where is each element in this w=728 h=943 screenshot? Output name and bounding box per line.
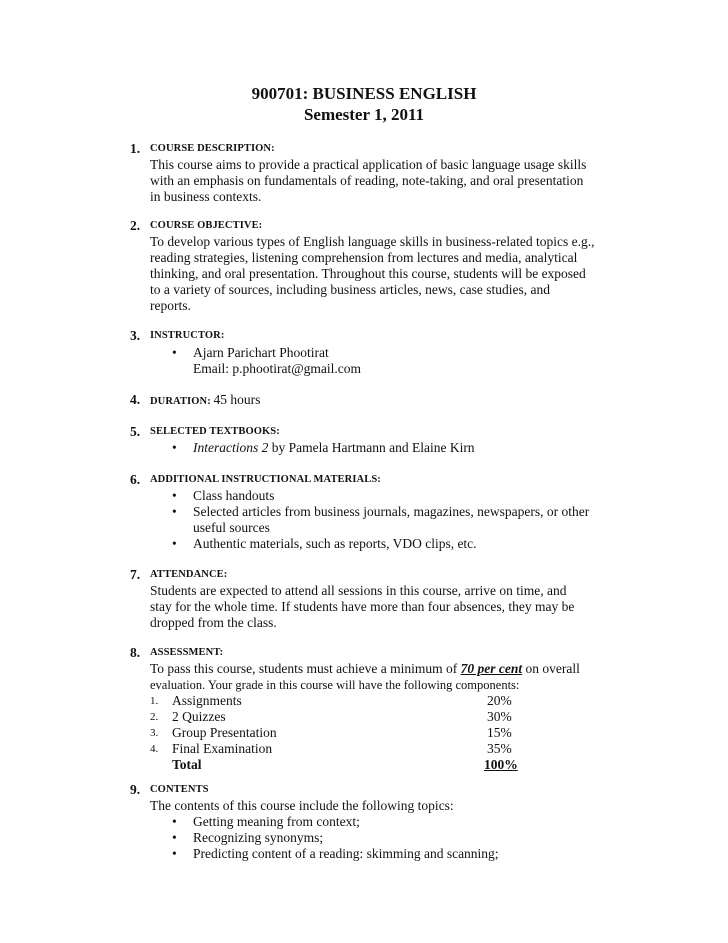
bullet-icon: • bbox=[172, 830, 177, 845]
material-text: Class handouts bbox=[193, 488, 275, 503]
instructor-name: Ajarn Parichart Phootirat bbox=[193, 345, 329, 360]
textbook-text bbox=[193, 440, 475, 456]
component-percent: 15% bbox=[487, 725, 512, 740]
content-text: Recognizing synonyms; bbox=[193, 830, 324, 845]
component-percent: 30% bbox=[487, 709, 512, 724]
section-body bbox=[150, 583, 620, 631]
course-title: 900701: BUSINESS ENGLISH bbox=[251, 84, 477, 103]
section-body bbox=[150, 798, 620, 814]
semester-title: Semester 1, 2011 bbox=[303, 105, 425, 124]
body-line: with an emphasis on fundamentals of reading, note-taking, and oral presentation bbox=[150, 173, 584, 188]
body-line: thinking, and oral presentation. Throughout this course, students will be exposed bbox=[150, 266, 586, 281]
section-body bbox=[150, 661, 630, 693]
section-number: 8. bbox=[130, 645, 141, 660]
bullet-icon: • bbox=[172, 345, 177, 360]
body-line bbox=[150, 661, 630, 677]
body-line: To develop various types of English language skills in business-related topics e.g., bbox=[150, 234, 595, 249]
section-number: 9. bbox=[130, 782, 141, 797]
section-heading: COURSE DESCRIPTION: bbox=[150, 143, 275, 154]
section-body bbox=[150, 157, 620, 205]
bullet-icon: • bbox=[172, 440, 177, 455]
component-label: 2 Quizzes bbox=[172, 709, 226, 724]
body-line: stay for the whole time. If students have more than four absences, they may be bbox=[150, 599, 575, 614]
section-heading: CONTENTS bbox=[150, 784, 209, 795]
section-heading: INSTRUCTOR: bbox=[150, 330, 225, 341]
bullet-icon: • bbox=[172, 814, 177, 829]
body-line: reports. bbox=[150, 298, 191, 313]
material-text: useful sources bbox=[193, 520, 270, 535]
bullet-icon: • bbox=[172, 536, 177, 551]
section-heading bbox=[150, 392, 260, 410]
bullet-icon: • bbox=[172, 846, 177, 861]
body-line: Students are expected to attend all sessions in this course, arrive on time, and bbox=[150, 583, 567, 598]
material-text: Selected articles from business journals, magazines, newspapers, or other bbox=[193, 504, 590, 519]
pass-threshold: 70 per cent bbox=[460, 661, 523, 676]
section-body bbox=[150, 234, 620, 314]
component-number: 4. bbox=[150, 743, 159, 755]
component-percent: 35% bbox=[487, 741, 512, 756]
body-text: on overall bbox=[522, 661, 580, 676]
body-line: dropped from the class. bbox=[150, 615, 277, 630]
body-line: to a variety of sources, including business articles, news, case studies, and bbox=[150, 282, 551, 297]
section-number: 6. bbox=[130, 472, 141, 487]
material-text: Authentic materials, such as reports, VDO clips, etc. bbox=[193, 536, 477, 551]
section-number: 2. bbox=[130, 218, 141, 233]
total-label: Total bbox=[172, 757, 202, 772]
component-label: Group Presentation bbox=[172, 725, 277, 740]
component-label: Assignments bbox=[172, 693, 242, 708]
component-number: 1. bbox=[150, 695, 159, 707]
textbook-title: Interactions 2 bbox=[193, 440, 269, 455]
section-number: 1. bbox=[130, 141, 141, 156]
total-percent: 100% bbox=[484, 757, 518, 772]
body-line: The contents of this course include the following topics: bbox=[150, 798, 454, 813]
bullet-icon: • bbox=[172, 488, 177, 503]
duration-label: DURATION: bbox=[150, 396, 211, 407]
duration-value: 45 hours bbox=[213, 392, 261, 407]
component-label: Final Examination bbox=[172, 741, 273, 756]
content-text: Getting meaning from context; bbox=[193, 814, 360, 829]
component-number: 3. bbox=[150, 727, 159, 739]
section-heading: ADDITIONAL INSTRUCTIONAL MATERIALS: bbox=[150, 474, 381, 485]
textbook-authors: by Pamela Hartmann and Elaine Kirn bbox=[268, 440, 475, 455]
body-line: This course aims to provide a practical application of basic language usage skills bbox=[150, 157, 587, 172]
section-number: 5. bbox=[130, 424, 141, 439]
component-number: 2. bbox=[150, 711, 159, 723]
body-line: reading strategies, listening comprehension from lectures and media, analytical bbox=[150, 250, 578, 265]
section-number: 4. bbox=[130, 392, 141, 407]
instructor-email: Email: p.phootirat@gmail.com bbox=[193, 361, 362, 376]
body-line: in business contexts. bbox=[150, 189, 262, 204]
body-line: evaluation. Your grade in this course will have the following components: bbox=[150, 678, 520, 692]
content-text: Predicting content of a reading: skimming and scanning; bbox=[193, 846, 499, 861]
section-number: 7. bbox=[130, 567, 141, 582]
section-heading: ASSESSMENT: bbox=[150, 647, 224, 658]
section-heading: COURSE OBJECTIVE: bbox=[150, 220, 263, 231]
section-number: 3. bbox=[130, 328, 141, 343]
section-heading: ATTENDANCE: bbox=[150, 569, 228, 580]
bullet-icon: • bbox=[172, 504, 177, 519]
component-percent: 20% bbox=[487, 693, 512, 708]
section-heading: SELECTED TEXTBOOKS: bbox=[150, 426, 280, 437]
body-text: To pass this course, students must achieve a minimum of bbox=[150, 661, 461, 676]
